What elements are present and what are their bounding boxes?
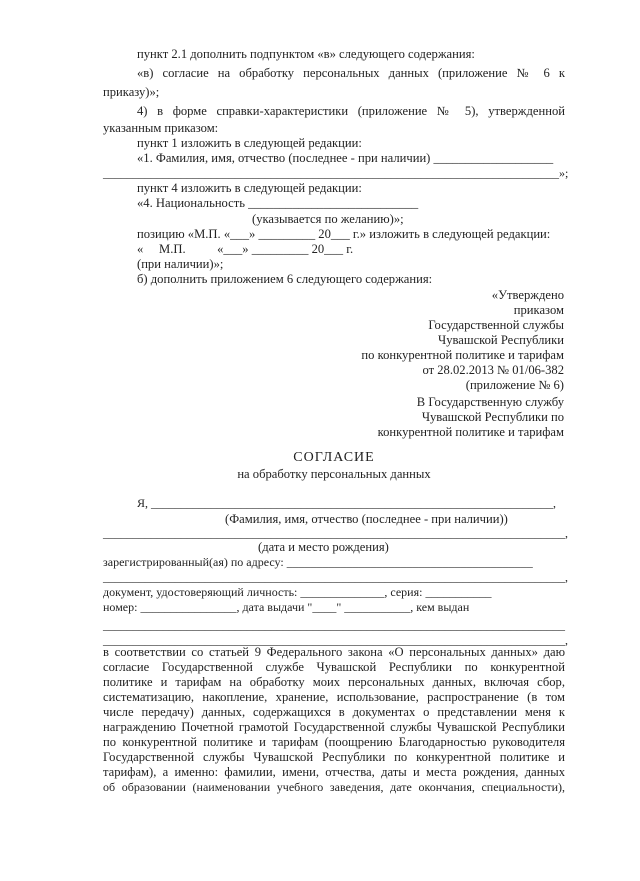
body-line: награждению Почетной грамотой Государственной службы Чувашской Республики [103, 720, 565, 734]
addressee-line: конкурентной политике и тарифам [377, 425, 564, 439]
text-line: «в) согласие на обработку персональных данных (приложение № 6 к [137, 66, 565, 80]
form-line-document: документ, удостоверяющий личность: ______________, серия: ___________ [103, 585, 492, 599]
document-subtitle: на обработку персональных данных [237, 467, 431, 481]
body-line: в соответствии со статьей 9 Федерального закона «О персональных данных» даю [103, 645, 565, 659]
approval-line: от 28.02.2013 № 01/06-382 [422, 363, 564, 377]
body-line: об образовании (наименовании учебного заведения, дате окончания, специальности), [103, 780, 565, 794]
body-line: числе передачу) данных, содержащихся в документах о представлении меня к [103, 705, 565, 719]
approval-line: по конкурентной политике и тарифам [361, 348, 564, 362]
addressee-line: В Государственную службу [416, 395, 564, 409]
approval-line: Государственной службы [428, 318, 564, 332]
form-line-number: номер: ________________, дата выдачи "____" ___________, кем выдан [103, 600, 470, 614]
body-line: согласие Государственной службе Чувашской Республики по конкурентной [103, 660, 565, 674]
text-line: указанным приказом: [103, 121, 219, 135]
document-title: СОГЛАСИЕ [293, 450, 375, 465]
approval-line: Чувашской Республики [438, 333, 564, 347]
text-line: (указывается по желанию)»; [252, 212, 404, 226]
text-line: « М.П. «___» _________ 20___ г. [137, 242, 354, 256]
form-line-birth: _____________________________________________________________________________, [103, 526, 568, 540]
form-line-issuer-cont: _____________________________________________________________________________, [103, 633, 568, 647]
text-line: пункт 1 изложить в следующей редакции: [137, 136, 362, 150]
body-line: систематизацию, накопление, хранение, использование, распространение (в том [103, 690, 565, 704]
approval-line: «Утверждено [491, 288, 564, 302]
text-line: пункт 4 изложить в следующей редакции: [137, 181, 362, 195]
text-line: пункт 2.1 дополнить подпунктом «в» следующего содержания: [137, 47, 475, 61]
text-line: б) дополнить приложением 6 следующего содержания: [137, 272, 433, 286]
form-hint-name: (Фамилия, имя, отчество (последнее - при наличии)) [225, 512, 508, 526]
form-line-issuer: _____________________________________________________________________________ [103, 618, 565, 632]
form-line-address-cont: _____________________________________________________________________________, [103, 570, 568, 584]
body-line: тарифам), а именно: фамилии, имени, отчества, даты и места рождения, данных [103, 765, 565, 779]
body-line: по конкурентной политике и тарифам (поощрению Благодарностью руководителя [103, 735, 565, 749]
addressee-line: Чувашской Республики по [421, 410, 564, 424]
text-line: 4) в форме справки-характеристики (приложение № 5), утвержденной [137, 104, 565, 118]
text-line: «4. Национальность ___________________________ [137, 196, 419, 210]
form-line-name: Я, ___________________________________________________________________, [137, 496, 557, 510]
form-hint-birth: (дата и место рождения) [258, 540, 389, 554]
approval-line: (приложение № 6) [465, 378, 564, 392]
approval-line: приказом [513, 303, 564, 317]
body-line: Государственной службы Чувашской Республики по конкурентной политике и [103, 750, 565, 764]
text-line: «1. Фамилия, имя, отчество (последнее - при наличии) ___________________ [137, 151, 554, 165]
text-line: (при наличии)»; [137, 257, 224, 271]
body-line: политике и тарифам на обработку моих персональных данных, включая сбор, [103, 675, 565, 689]
text-line: приказу)»; [103, 85, 160, 99]
text-line: позицию «М.П. «___» _________ 20___ г.» изложить в следующей редакции: [137, 227, 551, 241]
form-line-address: зарегистрированный(ая) по адресу: _________________________________________ [103, 555, 533, 569]
text-line: ____________________________________________________________________________»; [103, 166, 569, 180]
